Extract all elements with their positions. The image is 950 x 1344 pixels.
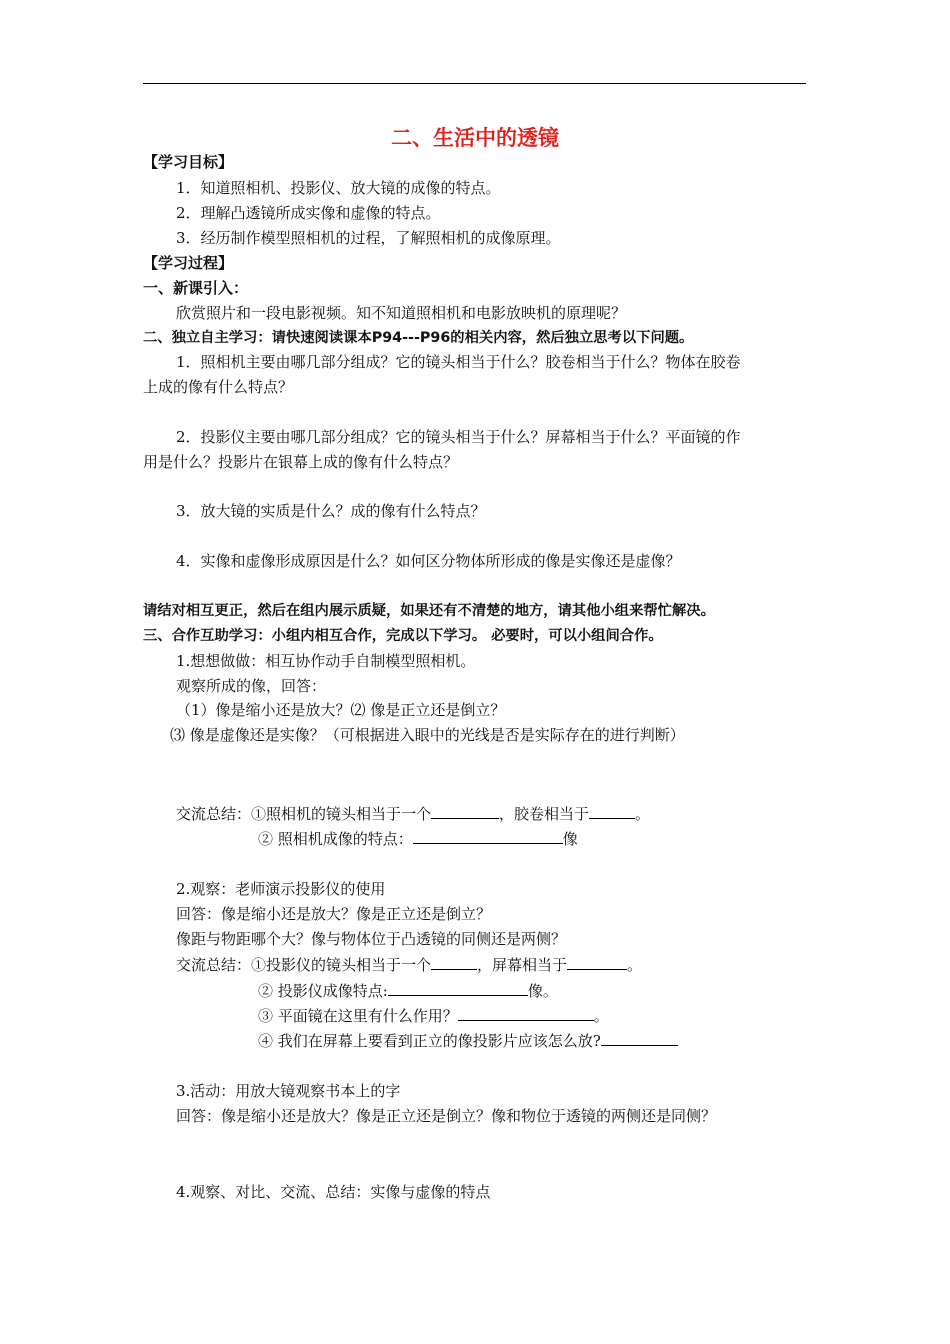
summary-text: ② 照相机成像的特点： (258, 830, 413, 848)
activity-2-summary-2 (258, 981, 558, 1001)
activity-1-summary-1 (176, 804, 650, 824)
summary-text: 。 (627, 956, 643, 974)
summary-text: ④ 我们在屏幕上要看到正立的像投影片应该怎么放? (258, 1032, 601, 1050)
activity-1-title: 1.想想做做：相互协作动手自制模型照相机。 (176, 652, 476, 670)
summary-text: 。 (635, 805, 651, 823)
activity-1-observe: 观察所成的像，回答： (176, 677, 327, 695)
summary-text: ，胶卷相当于 (499, 805, 590, 823)
question-3: 3．放大镜的实质是什么？成的像有什么特点？ (176, 502, 486, 520)
answer-blank[interactable] (601, 1031, 678, 1046)
summary-text: ，屏幕相当于 (477, 956, 568, 974)
answer-blank[interactable] (413, 829, 563, 844)
intro-heading: 一、新课引入： (143, 279, 249, 297)
activity-2-title: 2.观察：老师演示投影仪的使用 (176, 880, 386, 898)
activity-4-title: 4.观察、对比、交流、总结：实像与虚像的特点 (176, 1183, 491, 1201)
activity-2-answer-1: 回答：像是缩小还是放大？像是正立还是倒立？ (176, 905, 492, 923)
summary-text: 交流总结：①投影仪的镜头相当于一个 (176, 956, 432, 974)
question-2-line-1: 2．投影仪主要由哪几部分组成？它的镜头相当于什么？屏幕相当于什么？平面镜的作 (176, 428, 741, 446)
answer-blank[interactable] (567, 955, 627, 970)
question-1-line-1: 1．照相机主要由哪几部分组成？它的镜头相当于什么？胶卷相当于什么？物体在胶卷 (176, 353, 741, 371)
summary-text: 。 (593, 1007, 609, 1025)
goal-item: 3．经历制作模型照相机的过程，了解照相机的成像原理。 (176, 229, 561, 247)
answer-blank[interactable] (589, 804, 635, 819)
goal-item: 2．理解凸透镜所成实像和虚像的特点。 (176, 204, 441, 222)
summary-text: 像 (562, 830, 578, 848)
question-2-line-2: 用是什么？投影片在银幕上成的像有什么特点？ (143, 453, 459, 471)
activity-2-answer-2: 像距与物距哪个大？像与物体位于凸透镜的同侧还是两侧？ (176, 930, 567, 948)
self-study-heading: 二、独立自主学习：请快速阅读课本P94---P96的相关内容，然后独立思考以下问题。 (143, 330, 694, 346)
check-note: 请结对相互更正，然后在组内展示质疑，如果还有不清楚的地方，请其他小组来帮忙解决。 (143, 603, 715, 619)
coop-heading: 三、合作互助学习：小组内相互合作，完成以下学习。 必要时，可以小组间合作。 (143, 628, 663, 644)
answer-blank[interactable] (431, 804, 499, 819)
answer-blank[interactable] (431, 955, 477, 970)
intro-text: 欣赏照片和一段电影视频。知不知道照相机和电影放映机的原理呢？ (176, 304, 627, 322)
answer-blank[interactable] (388, 981, 528, 996)
summary-text: ② 投影仪成像特点: (258, 982, 388, 1000)
activity-3-answer: 回答：像是缩小还是放大？像是正立还是倒立？像和物位于透镜的两侧还是同侧？ (176, 1107, 717, 1125)
activity-2-summary-4 (258, 1031, 678, 1051)
summary-text: 像。 (527, 982, 558, 1000)
goals-heading: 【学习目标】 (143, 153, 234, 171)
process-heading: 【学习过程】 (143, 254, 234, 272)
activity-1-q12: （1）像是缩小还是放大？⑵ 像是正立还是倒立？ (176, 701, 506, 719)
answer-blank[interactable] (458, 1006, 594, 1021)
header-rule (143, 83, 806, 84)
summary-text: ③ 平面镜在这里有什么作用？ (258, 1007, 458, 1025)
question-1-line-2: 上成的像有什么特点？ (143, 378, 294, 396)
question-4: 4．实像和虚像形成原因是什么？如何区分物体所形成的像是实像还是虚像？ (176, 552, 681, 570)
page-title: 二、生活中的透镜 (391, 126, 559, 150)
activity-1-q3: ⑶ 像是虚像还是实像？（可根据进入眼中的光线是否是实际存在的进行判断） (170, 726, 685, 744)
activity-3-title: 3.活动：用放大镜观察书本上的字 (176, 1082, 401, 1100)
goal-item: 1．知道照相机、投影仪、放大镜的成像的特点。 (176, 179, 501, 197)
activity-1-summary-2 (258, 829, 578, 849)
activity-2-summary-1 (176, 955, 642, 975)
summary-text: 交流总结：①照相机的镜头相当于一个 (176, 805, 432, 823)
activity-2-summary-3 (258, 1006, 609, 1026)
